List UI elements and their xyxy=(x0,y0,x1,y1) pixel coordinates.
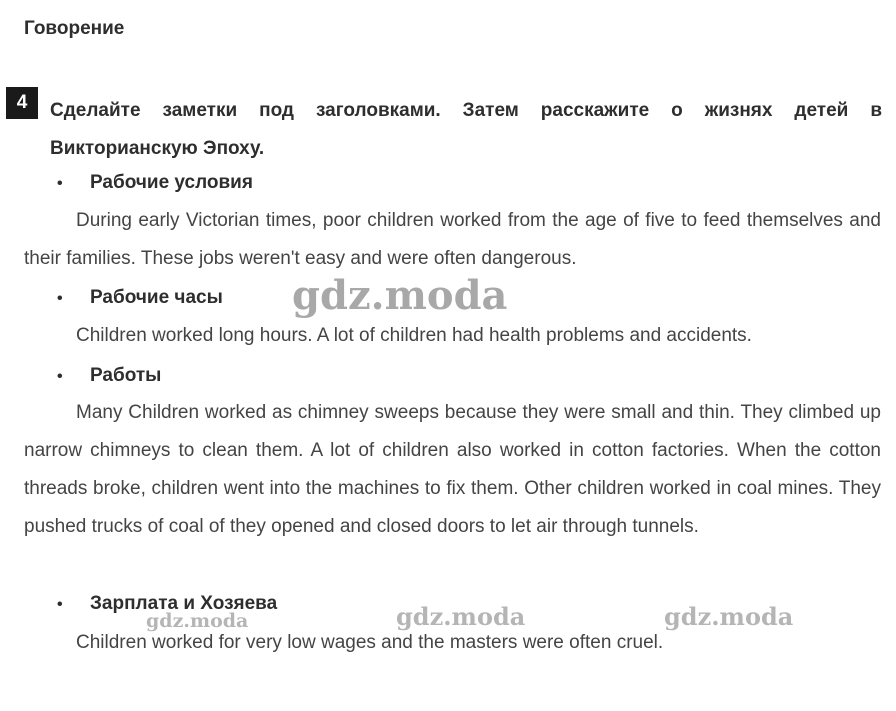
bullet-icon: • xyxy=(57,290,63,307)
heading-label: Рабочие часы xyxy=(90,287,223,308)
paragraph-working-conditions: During early Victorian times, poor children worked from the age of five to feed themselves and their families. These jobs weren't easy and were often dangerous. xyxy=(24,210,881,269)
task-number-badge: 4 xyxy=(6,87,38,119)
bullet-icon: • xyxy=(57,175,63,192)
watermark-logo: gdz.moda xyxy=(146,610,249,632)
heading-label: Зарплата и Хозяева xyxy=(90,593,278,614)
heading-jobs xyxy=(57,365,161,387)
paragraph-wages-masters: Children worked for very low wages and the masters were often cruel. xyxy=(76,632,664,653)
paragraph-working-hours: Children worked long hours. A lot of children had health problems and accidents. xyxy=(76,325,752,346)
bullet-icon: • xyxy=(57,596,63,613)
paragraph-jobs: Many Children worked as chimney sweeps because they were small and thin. They climbed up narrow chimneys to clean them. A lot of children also worked in cotton factories. When the cotton threads broke, children went into the machines to fix them. Other children worked in coal mines. They pushed trucks of coal of they opened and closed doors to let air through tunnels. xyxy=(24,402,881,537)
heading-working-conditions xyxy=(57,172,253,194)
heading-working-hours xyxy=(57,287,223,309)
task-instruction: Сделайте заметки под заголовками. Затем расскажите о жизнях детей в Викторианскую Эпоху. xyxy=(50,100,882,159)
section-title: Говорение xyxy=(24,18,125,39)
watermark-logo: gdz.moda xyxy=(396,602,526,631)
watermark-logo: gdz.moda xyxy=(292,272,508,319)
bullet-icon: • xyxy=(57,368,63,385)
heading-label: Работы xyxy=(90,365,162,386)
watermark-logo: gdz.moda xyxy=(664,602,794,631)
heading-label: Рабочие условия xyxy=(90,172,253,193)
